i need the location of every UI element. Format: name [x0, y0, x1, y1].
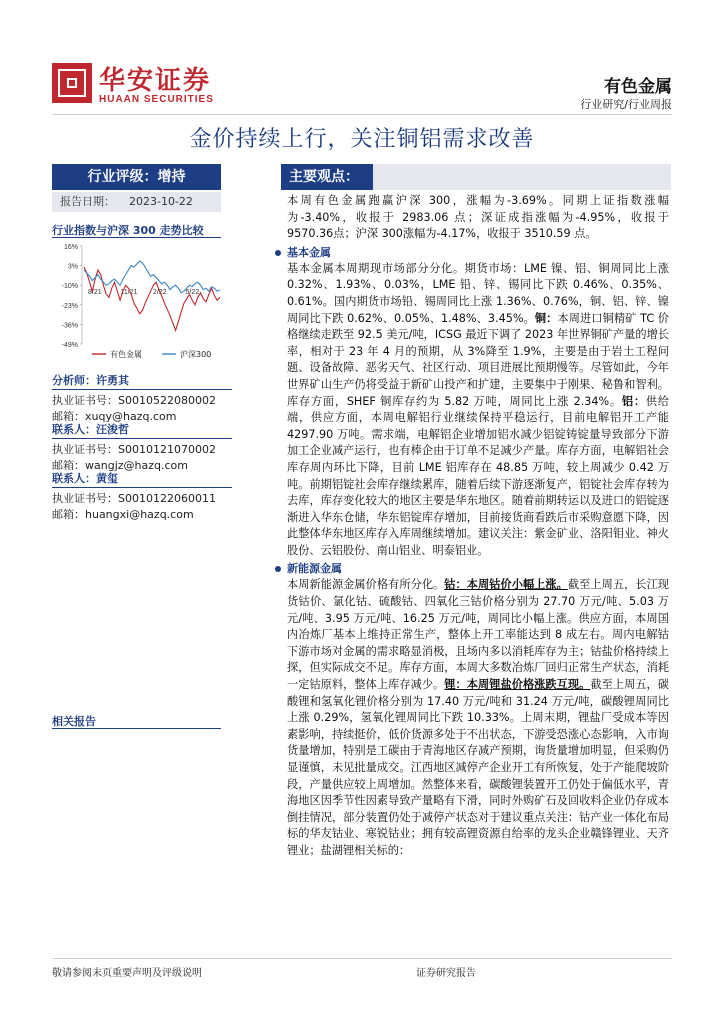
footer-report-label: 证券研究报告 — [416, 968, 476, 979]
analyst-1-cert: 执业证书号：S0010522080002 — [52, 394, 216, 407]
basic-metals-title: 基本金属 — [287, 245, 331, 259]
new-energy-heading — [275, 560, 669, 577]
analyst-1-email[interactable]: 邮箱：xuqy@hazq.com — [52, 410, 177, 423]
footer-disclaimer: 敬请参阅末页重要声明及评级说明 — [52, 968, 202, 979]
x-tick-label: 11/21 — [120, 289, 138, 297]
industry-rating: 行业评级：增持 — [52, 164, 221, 190]
new-energy-title: 新能源金属 — [287, 562, 342, 576]
report-type: 行业研究/行业周报 — [580, 98, 672, 111]
report-date-value: 2023-10-22 — [129, 195, 193, 208]
legend-label-1: 沪深300 — [180, 350, 212, 359]
analyst-2-cert: 执业证书号：S0010121070002 — [52, 443, 216, 456]
market-summary: 本周有色金属跑赢沪深 300，涨幅为-3.69%。同期上证指数涨幅为-3.40%，收报于 2983.06 点；深证成指涨幅为-4.95%，收报于 9570.36点；沪深 300涨幅为-4.17%，收报于 3510.59 点。 — [287, 194, 669, 241]
analyst-2-name: 联系人：汪浚哲 — [52, 421, 232, 439]
company-name-en: HUAAN SECURITIES — [99, 94, 214, 105]
copper-label: 铜： — [534, 311, 558, 325]
bullet-icon — [275, 250, 281, 256]
y-tick-label: -10% — [61, 283, 78, 291]
new-energy-paragraph — [287, 577, 669, 859]
related-reports-rule — [52, 728, 221, 729]
related-reports-heading: 相关报告 — [52, 715, 96, 728]
lithium-text: 截至上周五，碳酸锂和氢氧化锂价格分别为 17.40 万元/吨和 31.24 万元/吨，碳酸锂周同比上涨 0.29%，氢氧化锂周同比下跌 10.33%。上周末期，锂盐厂受成本等因素影响，持续挺价，低价货源多处于不出状态，下游受恐涨心态影响，入市询货量增加，特别是工碳由于青海地区存减产预期，询货量增加明显，但采购仍显谨慎，未见批量成交。江西地区减停产企业开工有所恢复，处于产能爬坡阶段，产量供应较上周增加。然整体来看，碳酸锂装置开工仍处于偏低水平，青海地区因季节性因素导致产量略有下滑，同时外购矿石及回收料企业仍存成本倒挂情况，部分装置仍处于减停产状态对于建议重点关注：钴产业一体化布局标的华友钴业、寒锐钴业；拥有较高锂资源自给率的龙头企业赣锋锂业、天齐锂业；盐湖锂相关标的： — [287, 678, 669, 857]
chart-svg — [52, 238, 228, 362]
main-views-label: 主要观点： — [289, 169, 359, 185]
cobalt-text: 截至上周五，长江现货钴价、氯化钴、硫酸钴、四氧化三钴价格分别为 27.70 万元/吨、5.03 万元/吨、3.95 万元/吨、16.25 万元/吨，周同比小幅上涨。供应方面，本周国内冶炼厂基本上维持正常生产，整体上开工率能达到 8 成左右。周内电解钴下游市场对金属的需求略显消极，且场内多以消耗库存为主；钴盐价格持续上探，但实际成交不足。库存方面，本周大多数冶炼厂回归正常生产状态，消耗一定钴原料，整体上库存减少。 — [287, 578, 669, 692]
aluminum-text: 供给端，供应方面，本周电解铝行业继续保持平稳运行，目前电解铝开工产能 4297.90 万吨。需求端，电解铝企业增加铝水减少铝锭铸锭量导致部分下游加工企业减产运行，也有棒企由于订单不足减少产量。库存方面，电解铝社会库存周内环比下降，目前 LME 铝库存在 48.85 万吨，较上周减少 0.42 万吨。前期铝锭社会库存继续累库，随着后续下游逐渐复产，铝锭社会库存转为去库，库存变化较大的地区主要是华东地区。随着前期转运以及进口的铝锭逐渐进入华东仓储，华东铝锭库存增加，目前接货商看跌后市采购意愿下降，因此整体华东地区库存入库周继续增加。建议关注：紫金矿业、洛阳钼业、神火股份、云铝股份、南山铝业、明泰铝业。 — [287, 394, 669, 557]
aluminum-label: 铝： — [621, 394, 646, 408]
copper-text: 本周进口铜精矿 TC 价格继续走跌至 92.5 美元/吨，ICSG 最近下调了 2023 年世界铜矿产量的增长率，相对于 23 年 4 月的预期，从 3%降至 1.9%，主要是由于岩土工程问题、设备故障、恶劣天气、社区行动、项目进展比预期慢等。尽管如此，今年世界矿山生产仍将受益于新矿山投产和扩建，主要集中于刚果、秘鲁和智利。库存方面，SHEF 铜库存约为 5.82 万吨，周同比上涨 2.34%。 — [287, 311, 669, 408]
sector-label: 有色金属 — [604, 77, 672, 97]
report-title: 金价持续上行，关注铜铝需求改善 — [189, 127, 535, 152]
cobalt-label: 钴：本周钴价小幅上涨。 — [444, 578, 568, 592]
chart-heading: 行业指数与沪深 300 走势比较 — [52, 224, 204, 237]
analyst-1 — [52, 372, 232, 425]
analyst-2-email[interactable]: 邮箱：wangjz@hazq.com — [52, 459, 188, 472]
basic-metals-paragraph — [287, 261, 669, 560]
lithium-label: 锂：本周锂盐价格涨跌互现。 — [444, 678, 591, 692]
index-comparison-chart — [52, 238, 228, 362]
bullet-icon — [275, 566, 281, 572]
x-tick-label: 8/21 — [88, 289, 102, 297]
series-line-0 — [84, 267, 220, 330]
y-tick-label: 3% — [67, 263, 78, 271]
analyst-1-name: 分析师：许勇其 — [52, 372, 232, 390]
legend-label-0: 有色金属 — [110, 350, 142, 359]
main-views-bar — [281, 164, 671, 190]
x-tick-label: 5/22 — [185, 289, 200, 297]
basic-metals-heading — [275, 244, 669, 261]
analyst-3 — [52, 470, 232, 523]
footer-divider — [52, 958, 672, 959]
y-tick-label: 16% — [63, 244, 78, 251]
x-tick-label: 2/22 — [153, 289, 167, 297]
company-logo — [52, 63, 92, 103]
report-date-label: 报告日期： — [60, 195, 115, 208]
analyst-3-name: 联系人：黄玺 — [52, 470, 232, 488]
main-views-body — [287, 193, 669, 861]
analyst-3-email[interactable]: 邮箱：huangxi@hazq.com — [52, 508, 194, 521]
basic-metals-text: 基本金属本周期现市场部分分化。期货市场：LME 镍、铝、铜周同比上涨 0.32%、1.93%、0.03%，LME 铅、锌、锡同比下跌 0.46%、0.35%、0.61%。国内期货市场铅、锡周同比上涨 1.36%、0.76%，铜、铝、锌、镍周同比下跌 0.62%、0.05%、1.48%、3.45%。 — [287, 261, 669, 325]
y-tick-label: -36% — [61, 322, 78, 330]
report-date-row — [52, 192, 221, 212]
header-divider — [52, 114, 672, 115]
company-name-cn: 华安证券 — [99, 66, 212, 96]
analyst-2 — [52, 421, 232, 474]
analyst-3-cert: 执业证书号：S0010122060011 — [52, 492, 216, 505]
main-views-strip — [373, 164, 671, 190]
y-tick-label: -49% — [61, 342, 78, 349]
y-tick-label: -23% — [61, 302, 78, 310]
new-energy-intro: 本周新能源金属价格有所分化。 — [287, 578, 445, 592]
